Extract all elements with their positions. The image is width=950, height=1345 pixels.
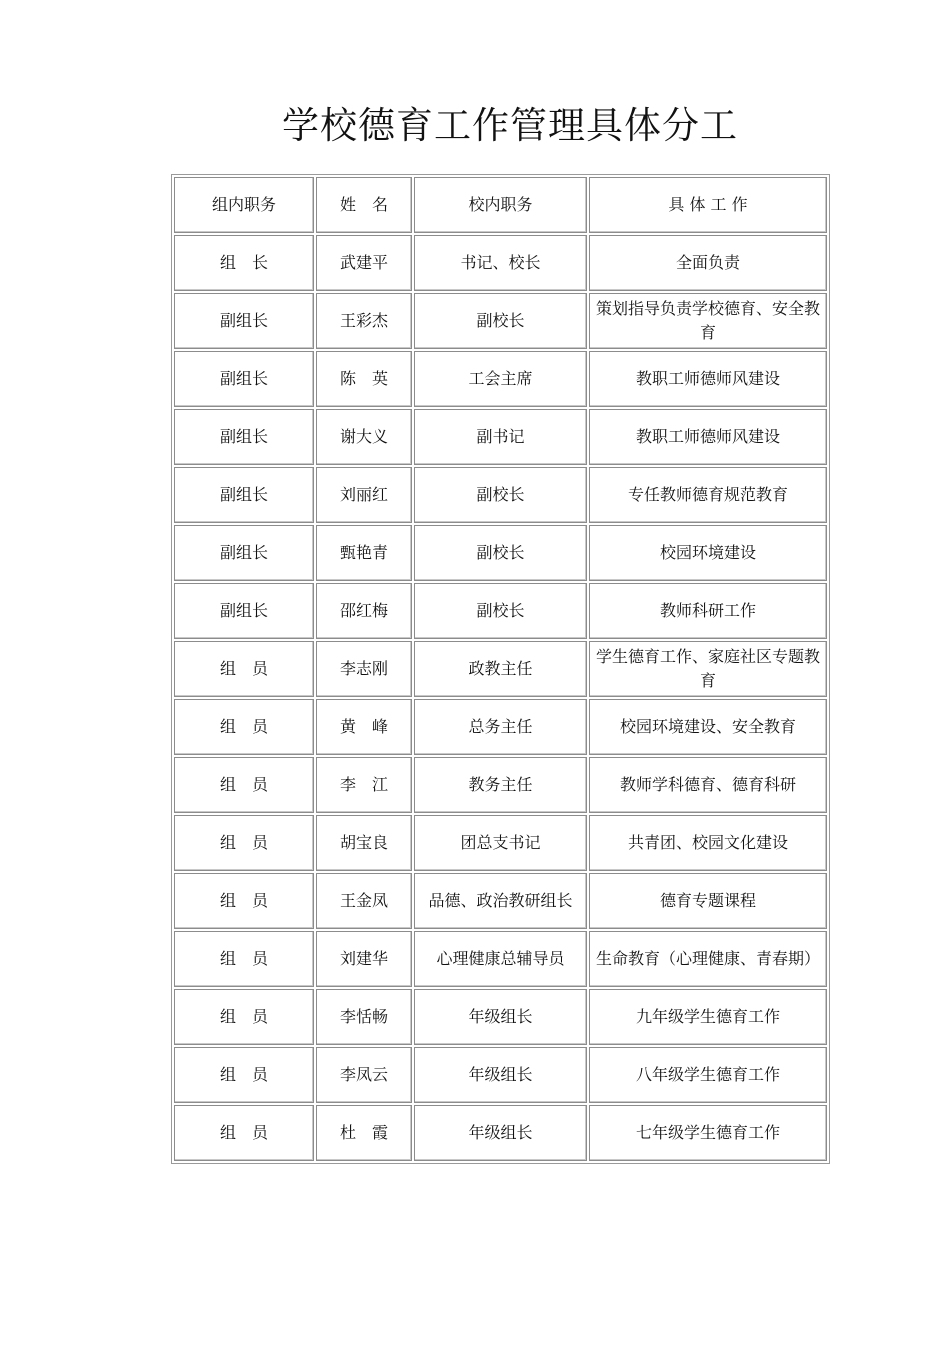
table-row	[174, 467, 827, 523]
cell-group-role: 组 员	[174, 1105, 314, 1161]
table-row	[174, 293, 827, 349]
cell-specific-work: 七年级学生德育工作	[589, 1105, 827, 1161]
cell-specific-work: 教师学科德育、德育科研	[589, 757, 827, 813]
table-row	[174, 583, 827, 639]
table-row	[174, 1047, 827, 1103]
cell-specific-work: 专任教师德育规范教育	[589, 467, 827, 523]
duty-table-container	[171, 174, 826, 1162]
cell-school-position: 副校长	[414, 525, 587, 581]
cell-group-role: 副组长	[174, 351, 314, 407]
cell-name: 王金凤	[316, 873, 412, 929]
cell-group-role: 副组长	[174, 525, 314, 581]
cell-school-position: 心理健康总辅导员	[414, 931, 587, 987]
cell-school-position: 总务主任	[414, 699, 587, 755]
cell-specific-work: 九年级学生德育工作	[589, 989, 827, 1045]
header-group-role: 组内职务	[174, 177, 314, 233]
cell-school-position: 年级组长	[414, 1105, 587, 1161]
cell-school-position: 教务主任	[414, 757, 587, 813]
table-row	[174, 525, 827, 581]
cell-group-role: 副组长	[174, 293, 314, 349]
cell-name: 李恬畅	[316, 989, 412, 1045]
cell-group-role: 组 员	[174, 989, 314, 1045]
cell-name: 胡宝良	[316, 815, 412, 871]
cell-specific-work: 全面负责	[589, 235, 827, 291]
table-row	[174, 757, 827, 813]
cell-name: 刘建华	[316, 931, 412, 987]
cell-school-position: 副校长	[414, 467, 587, 523]
cell-specific-work: 教师科研工作	[589, 583, 827, 639]
cell-name: 刘丽红	[316, 467, 412, 523]
table-row	[174, 989, 827, 1045]
cell-group-role: 副组长	[174, 467, 314, 523]
cell-name: 李 江	[316, 757, 412, 813]
cell-specific-work: 学生德育工作、家庭社区专题教育	[589, 641, 827, 697]
cell-group-role: 组 员	[174, 815, 314, 871]
cell-name: 武建平	[316, 235, 412, 291]
header-name: 姓 名	[316, 177, 412, 233]
table-row	[174, 1105, 827, 1161]
page-title: 学校德育工作管理具体分工	[282, 104, 738, 147]
cell-school-position: 品德、政治教研组长	[414, 873, 587, 929]
cell-name: 黄 峰	[316, 699, 412, 755]
table-row	[174, 873, 827, 929]
cell-group-role: 组 员	[174, 641, 314, 697]
table-header-row	[174, 177, 827, 233]
header-school-position: 校内职务	[414, 177, 587, 233]
cell-group-role: 组 员	[174, 1047, 314, 1103]
duty-table	[171, 174, 830, 1164]
cell-group-role: 组 员	[174, 757, 314, 813]
cell-name: 杜 霞	[316, 1105, 412, 1161]
cell-specific-work: 生命教育（心理健康、青春期）	[589, 931, 827, 987]
cell-group-role: 组 员	[174, 699, 314, 755]
table-row	[174, 931, 827, 987]
table-row	[174, 409, 827, 465]
cell-school-position: 团总支书记	[414, 815, 587, 871]
table-row	[174, 641, 827, 697]
header-specific-work: 具 体 工 作	[589, 177, 827, 233]
table-body	[174, 177, 827, 1161]
cell-school-position: 书记、校长	[414, 235, 587, 291]
cell-group-role: 组 员	[174, 873, 314, 929]
cell-specific-work: 共青团、校园文化建设	[589, 815, 827, 871]
cell-school-position: 年级组长	[414, 1047, 587, 1103]
cell-school-position: 副书记	[414, 409, 587, 465]
cell-group-role: 副组长	[174, 583, 314, 639]
cell-specific-work: 八年级学生德育工作	[589, 1047, 827, 1103]
table-row	[174, 699, 827, 755]
cell-specific-work: 德育专题课程	[589, 873, 827, 929]
cell-school-position: 年级组长	[414, 989, 587, 1045]
cell-specific-work: 教职工师德师风建设	[589, 351, 827, 407]
cell-group-role: 组 长	[174, 235, 314, 291]
cell-school-position: 副校长	[414, 293, 587, 349]
cell-school-position: 副校长	[414, 583, 587, 639]
cell-group-role: 副组长	[174, 409, 314, 465]
cell-specific-work: 教职工师德师风建设	[589, 409, 827, 465]
cell-school-position: 工会主席	[414, 351, 587, 407]
table-row	[174, 815, 827, 871]
table-row	[174, 351, 827, 407]
cell-group-role: 组 员	[174, 931, 314, 987]
cell-name: 邵红梅	[316, 583, 412, 639]
cell-specific-work: 校园环境建设、安全教育	[589, 699, 827, 755]
cell-name: 谢大义	[316, 409, 412, 465]
cell-name: 陈 英	[316, 351, 412, 407]
cell-name: 王彩杰	[316, 293, 412, 349]
cell-name: 甄艳青	[316, 525, 412, 581]
table-row	[174, 235, 827, 291]
cell-name: 李凤云	[316, 1047, 412, 1103]
cell-specific-work: 策划指导负责学校德育、安全教育	[589, 293, 827, 349]
cell-school-position: 政教主任	[414, 641, 587, 697]
cell-specific-work: 校园环境建设	[589, 525, 827, 581]
cell-name: 李志刚	[316, 641, 412, 697]
